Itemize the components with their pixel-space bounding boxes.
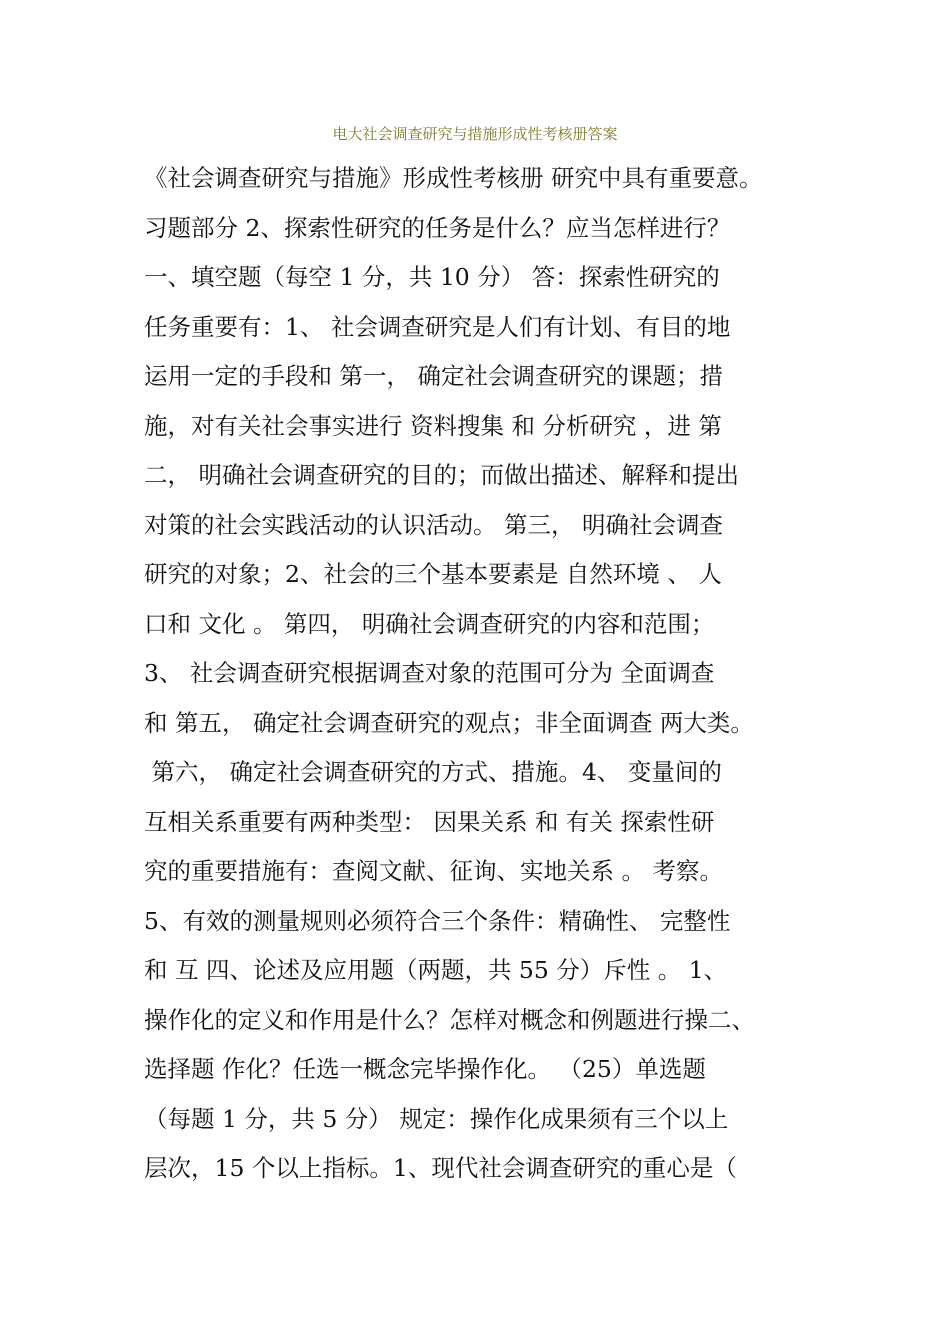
page-header: 电大社会调查研究与措施形成性考核册答案 bbox=[332, 125, 618, 143]
text-line: 选择题 作化？任选一概念完毕操作化。 （25）单选题 bbox=[144, 1055, 706, 1083]
text-line: （每题 1 分，共 5 分） 规定：操作化成果须有三个以上 bbox=[144, 1104, 729, 1133]
text-line: 运用一定的手段和 第一， 确定社会调查研究的课题；措 bbox=[144, 362, 723, 390]
text-line: 口和 文化 。 第四， 明确社会调查研究的内容和范围； bbox=[144, 609, 715, 638]
text-line: 3、 社会调查研究根据调查对象的范围可分为 全面调查 bbox=[144, 659, 715, 687]
text-line: 一、填空题（每空 1 分，共 10 分） 答：探索性研究的 bbox=[144, 263, 720, 291]
text-line: 习题部分 2、探索性研究的任务是什么？应当怎样进行？ bbox=[144, 213, 731, 242]
text-line: 和 第五， 确定社会调查研究的观点；非全面调查 两大类。 bbox=[144, 708, 754, 737]
text-line: 第六， 确定社会调查研究的方式、措施。4、 变量间的 bbox=[144, 758, 722, 786]
text-line: 互相关系重要有两种类型： 因果关系 和 有关 探索性研 bbox=[144, 807, 715, 836]
text-line: 5、有效的测量规则必须符合三个条件：精确性、 完整性 bbox=[144, 906, 731, 935]
text-line: 研究的对象；2、社会的三个基本要素是 自然环境 、 人 bbox=[144, 560, 722, 588]
text-line: 任务重要有：1、 社会调查研究是人们有计划、有目的地 bbox=[144, 312, 731, 341]
text-line: 和 互 四、论述及应用题（两题，共 55 分）斥性 。 1、 bbox=[144, 956, 728, 984]
text-line: 层次，15 个以上指标。1、现代社会调查研究的重心是（ bbox=[144, 1154, 737, 1182]
text-line: 二， 明确社会调查研究的目的；而做出描述、解释和提出 bbox=[144, 461, 739, 489]
document-body bbox=[144, 154, 924, 1194]
text-line: 《社会调查研究与措施》形成性考核册 研究中具有重要意。 bbox=[144, 164, 763, 192]
text-line: 施，对有关社会事实进行 资料搜集 和 分析研究 ，进 第 bbox=[144, 411, 722, 440]
text-line: 究的重要措施有：查阅文献、征询、实地关系 。 考察。 bbox=[144, 857, 723, 885]
text-line: 操作化的定义和作用是什么？怎样对概念和例题进行操二、 bbox=[144, 1005, 755, 1034]
text-line: 对策的社会实践活动的认识活动。 第三， 明确社会调查 bbox=[144, 510, 723, 539]
